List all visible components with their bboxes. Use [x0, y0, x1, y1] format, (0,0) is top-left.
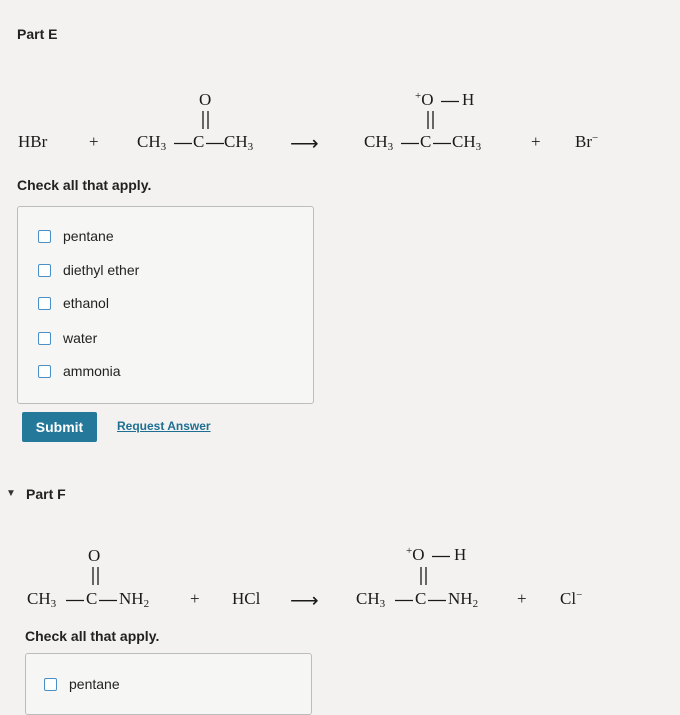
checkbox[interactable]	[38, 297, 51, 310]
single-bond	[433, 143, 451, 145]
carbonyl-carbon: C	[193, 132, 205, 151]
double-bond	[200, 111, 210, 131]
option-ammonia[interactable]	[38, 363, 121, 379]
amine-group: $NH_2$	[119, 589, 150, 610]
answer-options-box	[25, 653, 312, 715]
option-label: ammonia	[63, 363, 121, 379]
single-bond	[401, 143, 419, 145]
ch3-group: $CH_3$	[356, 589, 386, 610]
checkbox[interactable]	[38, 230, 51, 243]
double-bond	[425, 111, 435, 131]
plus-sign: +	[89, 132, 99, 151]
carbonyl-carbon: C	[415, 589, 427, 608]
submit-button[interactable]: Submit	[22, 412, 97, 442]
checkbox[interactable]	[38, 365, 51, 378]
reaction-arrow: ⟶	[290, 590, 319, 612]
option-pentane[interactable]	[44, 676, 120, 692]
single-bond	[206, 143, 224, 145]
part-e-title: Part E	[17, 26, 58, 42]
ch3-group: $CH_3$	[224, 132, 254, 153]
bromide-ion: Br−	[575, 132, 599, 151]
single-bond	[395, 600, 413, 602]
plus-sign: +	[190, 589, 200, 608]
check-all-label: Check all that apply.	[25, 628, 160, 644]
hydrogen-atom: H	[454, 545, 467, 564]
carbonyl-carbon: C	[86, 589, 98, 608]
option-label: diethyl ether	[63, 262, 140, 278]
ch3-group: $CH_3$	[452, 132, 482, 153]
protonated-oxygen: +O	[415, 90, 434, 109]
checkbox[interactable]	[38, 264, 51, 277]
request-answer-link[interactable]: Request Answer	[117, 419, 211, 433]
hydrogen-atom: H	[462, 90, 475, 109]
checkbox[interactable]	[44, 678, 57, 691]
single-bond	[432, 556, 450, 558]
single-bond	[174, 143, 192, 145]
option-label: pentane	[63, 228, 114, 244]
collapse-caret-icon[interactable]: ▼	[6, 488, 16, 499]
chloride-ion: Cl−	[560, 589, 583, 608]
option-pentane[interactable]	[38, 228, 114, 244]
carbonyl-oxygen: O	[88, 546, 101, 565]
answer-options-box	[17, 206, 314, 404]
ch3-group: $CH_3$	[364, 132, 394, 153]
option-label: water	[63, 330, 98, 346]
option-label: ethanol	[63, 295, 109, 311]
checkbox[interactable]	[38, 332, 51, 345]
carbonyl-oxygen: O	[199, 90, 212, 109]
carbonyl-carbon: C	[420, 132, 432, 151]
check-all-label: Check all that apply.	[17, 177, 152, 193]
option-diethyl-ether[interactable]	[38, 262, 139, 278]
reaction-arrow: ⟶	[290, 133, 319, 155]
option-ethanol[interactable]	[38, 295, 109, 311]
plus-sign: +	[531, 132, 541, 151]
protonated-oxygen: +O	[406, 545, 425, 564]
single-bond	[441, 101, 459, 103]
single-bond	[66, 600, 84, 602]
hcl-formula: HCl	[232, 589, 261, 608]
double-bond	[418, 567, 428, 587]
double-bond	[90, 567, 100, 587]
single-bond	[428, 600, 446, 602]
hbr-formula: HBr	[18, 132, 48, 151]
single-bond	[99, 600, 117, 602]
ch3-group: $CH_3$	[137, 132, 167, 153]
ch3-group: $CH_3$	[27, 589, 57, 610]
option-water[interactable]	[38, 330, 97, 346]
plus-sign: +	[517, 589, 527, 608]
option-label: pentane	[69, 676, 120, 692]
part-f-title: Part F	[26, 486, 66, 502]
amine-group: $NH_2$	[448, 589, 479, 610]
